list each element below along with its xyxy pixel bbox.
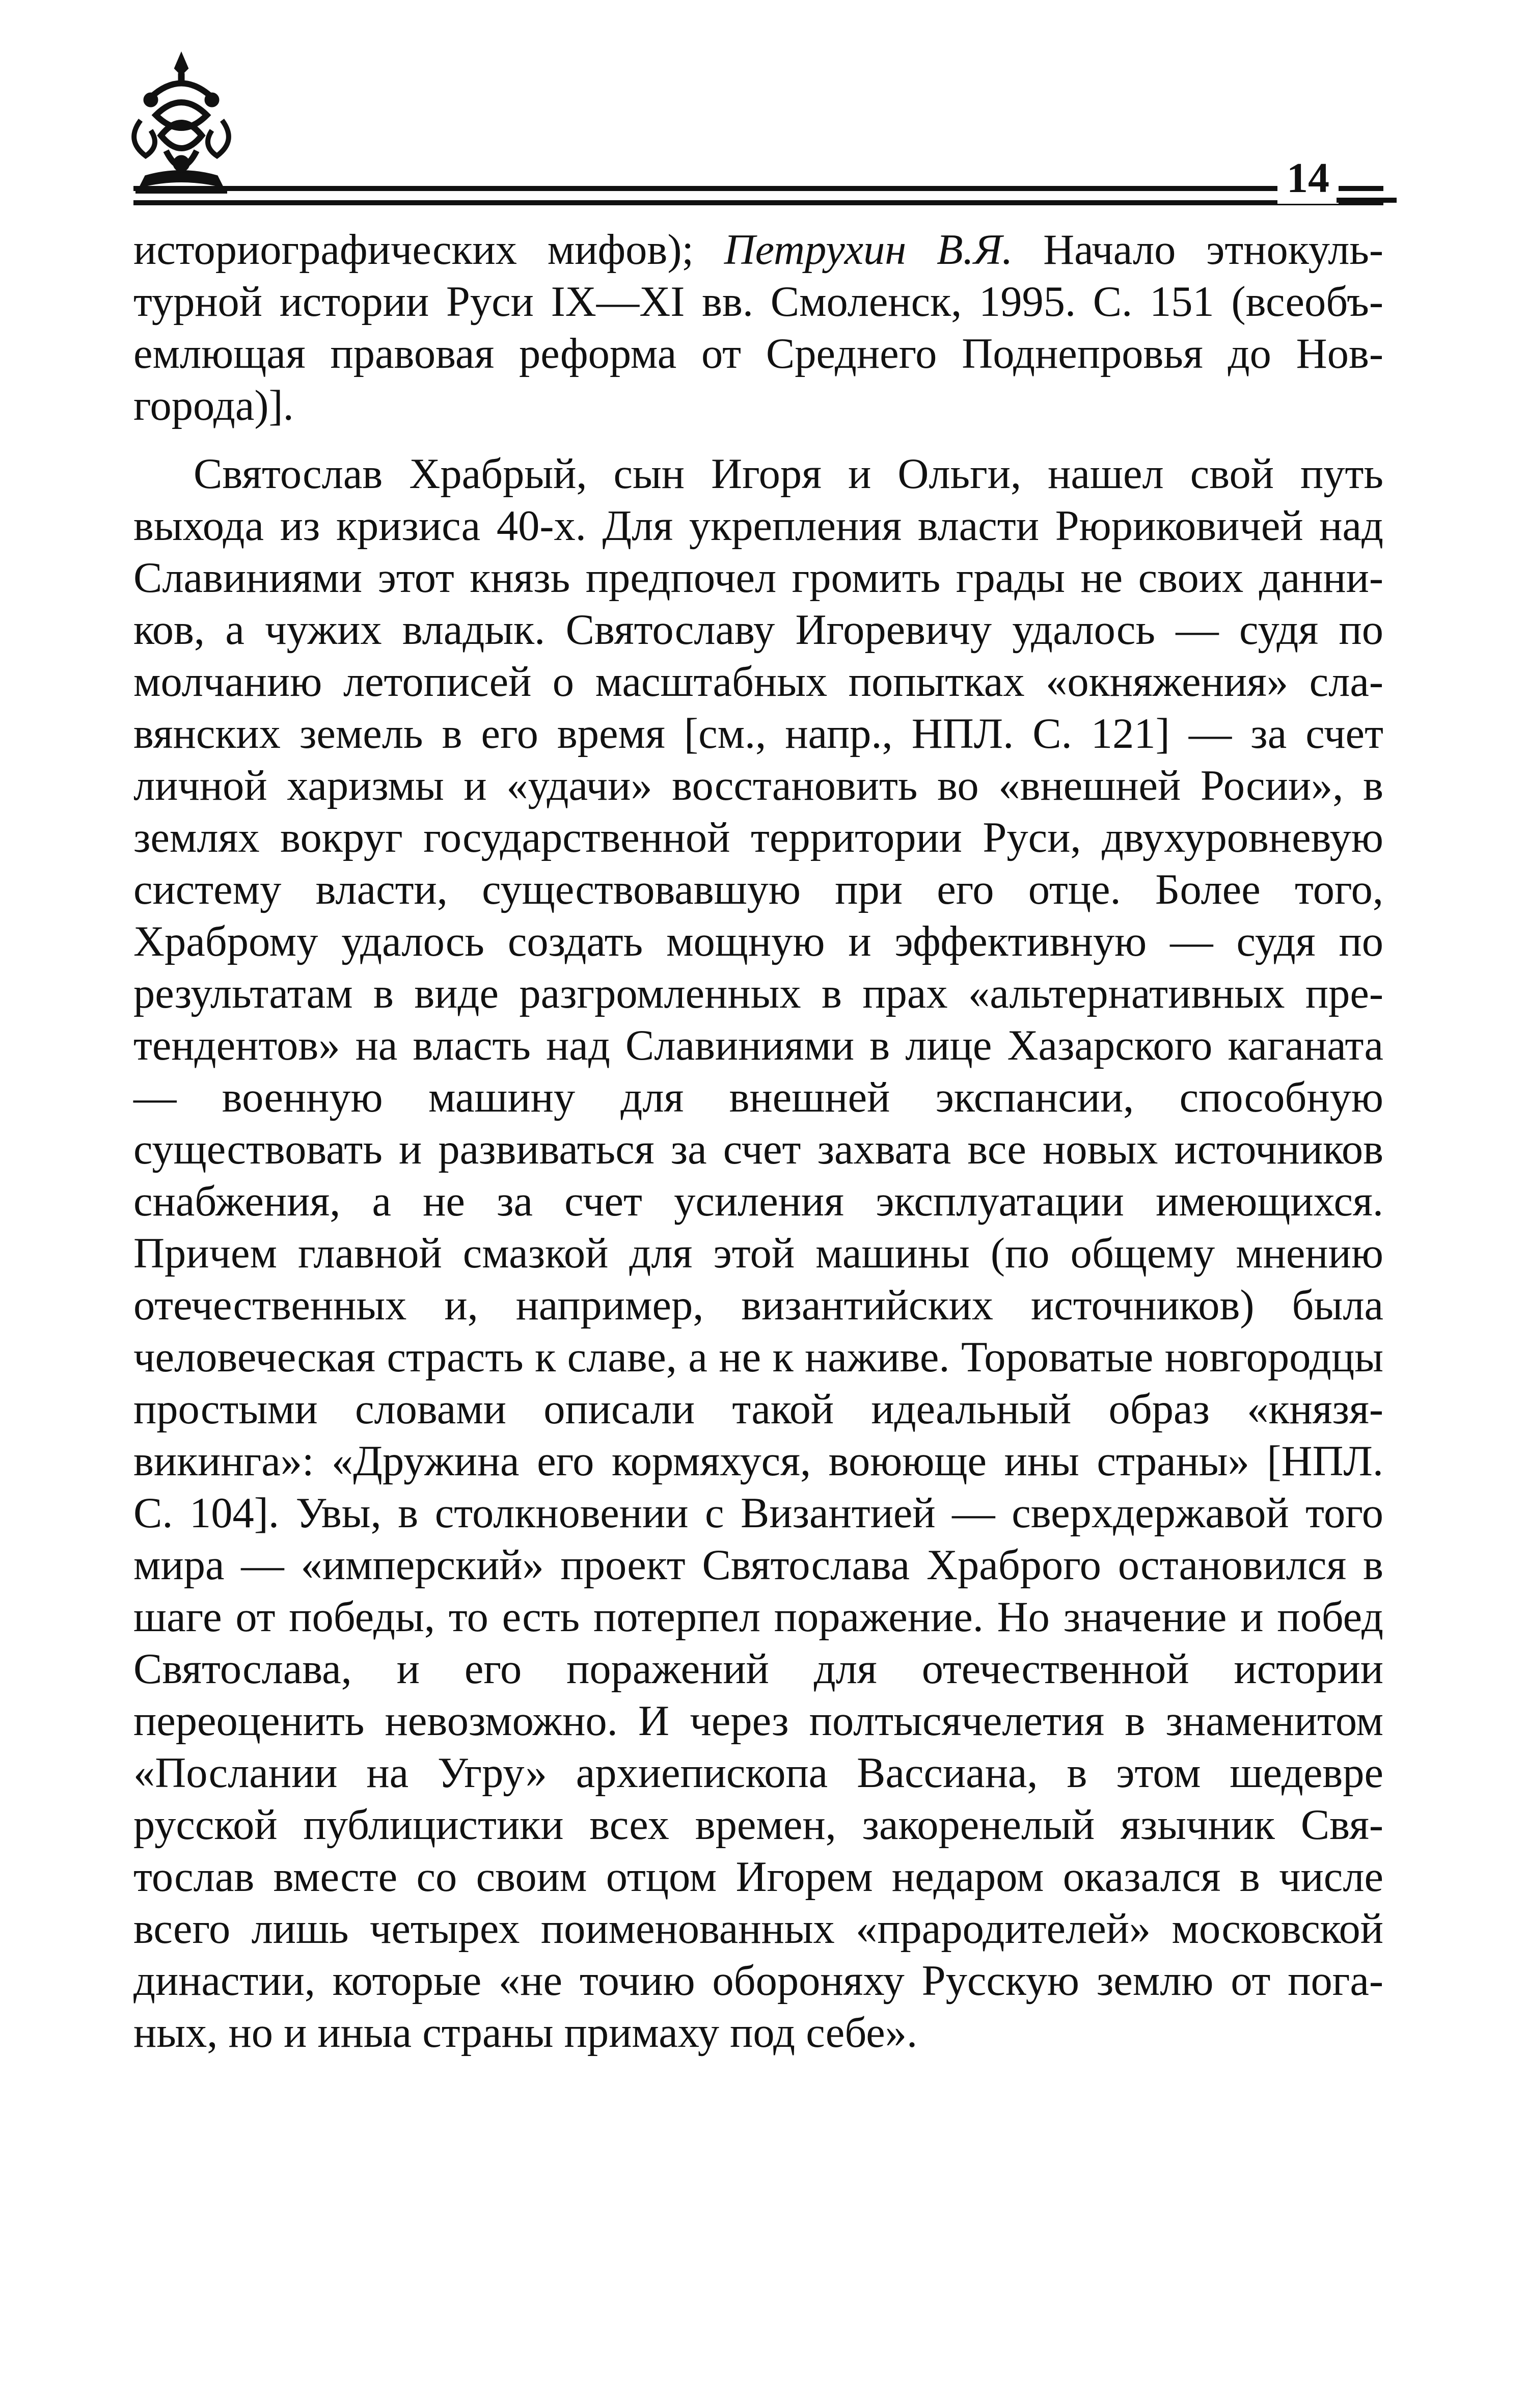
- page-number: 14: [1277, 153, 1339, 204]
- continuation-paragraph: [133, 224, 1383, 432]
- header-rule-bottom: [133, 200, 1383, 205]
- header-rule-top: [133, 186, 1383, 191]
- italic-author: Петрухин В.Я.: [724, 226, 1013, 274]
- body-text: [133, 224, 1383, 2059]
- continuation-text-end: Начало этнокультурной истории Руси IX—XI вв. Смоленск, 1995. С. 151 (всеобъемлющая правовая реформа от Среднего Поднепровья до Новгорода)].: [133, 226, 1383, 429]
- continuation-text-start: историографических мифов);: [133, 226, 724, 274]
- page-number-underline: [1337, 198, 1397, 203]
- ornamental-vignette-icon: [120, 49, 242, 202]
- main-paragraph: Святослав Храбрый, сын Игоря и Ольги, нашел свой путь выхода из кризиса 40-х. Для укрепления власти Рюриковичей над Славиниями этот князь предпочел громить грады не своих данников, а чужих владык. Святославу Игоревичу удалось — судя по молчанию летописей о масштабных попытках «окняжения» славянских земель в его время [см., напр., НПЛ. С. 121] — за счет личной харизмы и «удачи» восстановить во «внешней Росии», в землях вокруг государственной территории Руси, двухуровневую систему власти, существовавшую при его отце. Более того, Храброму удалось создать мощную и эффективную — судя по результатам в виде разгромленных в прах «альтернативных претендентов» на власть над Славиниями в лице Хазарского каганата — военную машину для внешней экспансии, способную существовать и развиваться за счет захвата все новых источников снабжения, а не за счет усиления эксплуатации имеющихся. Причем главной смазкой для этой машины (по общему мнению отечественных и, например, византийских источников) была человеческая страсть к славе, а не к наживе. Тороватые новгородцы простыми словами описали такой идеальный образ «князя-викинга»: «Дружина его кормяхуся, воююще ины страны» [НПЛ. С. 104]. Увы, в столкновении с Византией — сверхдержавой того мира — «имперский» проект Святослава Храброго остановился в шаге от победы, то есть потерпел поражение. Но значение и побед Святослава, и его поражений для отечественной истории переоценить невозможно. И через полтысячелетия в знаменитом «Послании на Угру» архиепископа Вассиана, в этом шедевре русской публицистики всех времен, закоренелый язычник Святослав вместе со своим отцом Игорем недаром оказался в числе всего лишь четырех поименованных «прародителей» московской династии, которые «не точию обороняху Русскую землю от поганых, но и иныа страны примаху под себе».: [133, 450, 1383, 2057]
